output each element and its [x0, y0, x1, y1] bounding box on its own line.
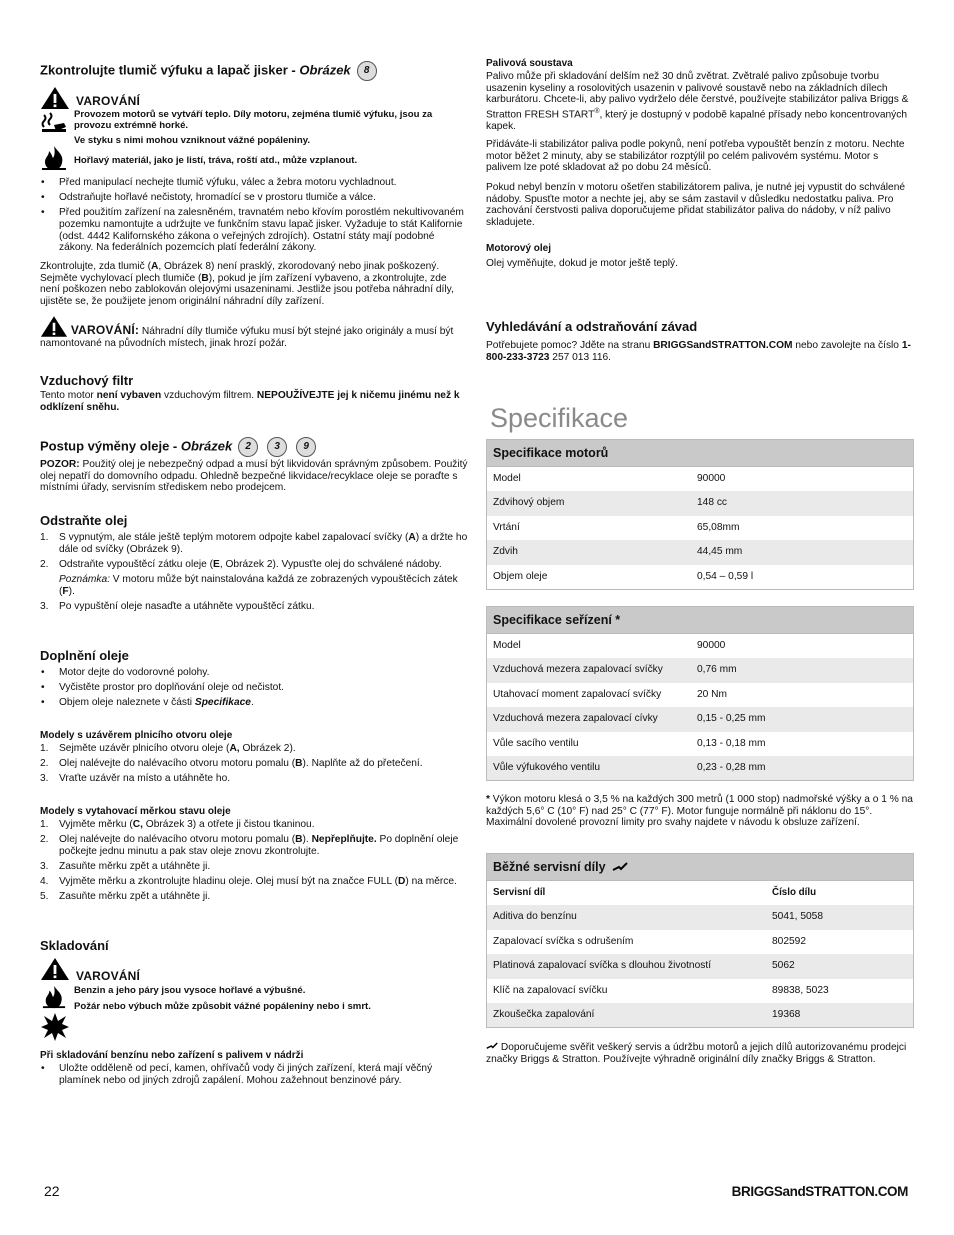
warning-triangle-icon	[40, 86, 70, 110]
list-item: • Odstraňujte hořlavé nečistoty, hromadící se v prostoru tlumiče a válce.	[40, 192, 468, 204]
figure-badge: 3	[267, 437, 287, 457]
list-item: • Před použitím zařízení na zalesněném, travnatém nebo křovím porostlém nekultivovaném pozemku namontujte a udržujte ve funkčním stavu lapač jisker. Vyžaduje to stát Kalifornie (odst. 4442 Kalifornského zákona o veřejných zdrojích). Ostatní státy mají podobné zákony. Na federálních pozemcích platí federální zákony.	[40, 207, 468, 253]
list-item: • Motor dejte do vodorovné polohy.	[40, 667, 468, 679]
table-header: Specifikace seřízení *	[487, 607, 913, 634]
list-item: • Objem oleje naleznete v části Specifikace.	[40, 697, 468, 709]
warning-text: Hořlavý materiál, jako je listí, tráva, roští atd., může vzplanout.	[74, 154, 358, 166]
list-item: 1. S vypnutým, ale stále ještě teplým motorem odpojte kabel zapalovací svíčky (A) a držte ho dále od svíčky (Obrázek 9).	[40, 532, 468, 555]
table-column-headers: Servisní díl Číslo dílu	[487, 881, 913, 905]
service-parts-table	[486, 853, 914, 1028]
fill-oil-bullets	[40, 667, 468, 713]
storage-warning-header	[40, 957, 468, 983]
specifications-title: Specifikace	[490, 403, 629, 433]
wrench-check-icon	[612, 862, 628, 872]
dipstick-models-steps	[40, 819, 468, 907]
list-item: 3. Zasuňte měrku zpět a utáhněte ji.	[40, 860, 211, 872]
drain-oil-steps	[40, 532, 468, 616]
list-item: 2. Olej nalévejte do nalévacího otvoru motoru pomalu (B). Nepřeplňujte. Po doplnění oleje počkejte jednu minutu a pak stav oleje znovu zkontrolujte.	[40, 834, 459, 857]
engine-spec-table	[486, 439, 914, 590]
storage-subheading: Při skladování benzínu nebo zařízení s palivem v nádrži	[40, 1050, 304, 1061]
muffler-paragraph: Zkontrolujte, zda tlumič (A, Obrázek 8) není prasklý, zkorodovaný nebo jinak poškozený. Sejměte vychylovací plech tlumiče (B), pokud je jím zařízení vybaveno, a zkontrolujte, zde není poškozen nebo zablokován olejovými usazeninami. Jestliže jsou potřeba náhradní díly, ujistěte se, že použijete jenom originální náhradní díly zařízení.	[40, 261, 454, 307]
table-header: Běžné servisní díly	[487, 854, 913, 881]
wrench-check-icon	[486, 1042, 498, 1050]
drain-oil-heading: Odstraňte olej	[40, 513, 128, 528]
table-row: Vůle sacího ventilu 0,13 - 0,18 mm	[487, 732, 913, 756]
fuel-paragraph-1: Palivo může při skladování delším než 30 dnů zvětrat. Zvětralé palivo způsobuje tvorbu usazenin kyseliny a rosolovitých usazenin v palivové soustavě nebo na základních dílech karburátoru. Chcete-li, aby palivo vydrželo déle čerstvé, používejte stabilizátor paliva Briggs & Stratton FRESH START®, který je dostupný v podobě kapalné přísady nebo koncentrovaných kapek.	[486, 71, 909, 132]
table-row: Zkoušečka zapalování 19368	[487, 1003, 913, 1027]
warning-label: VAROVÁNÍ	[76, 94, 141, 108]
warning-triangle-icon	[40, 315, 68, 338]
brand-url: BRIGGSandSTRATTON.COM	[731, 1184, 908, 1199]
table-row: Platinová zapalovací svíčka s dlouhou životností 5062	[487, 954, 913, 978]
tuneup-spec-table	[486, 606, 914, 781]
table-row: Utahovací moment zapalovací svíčky 20 Nm	[487, 683, 913, 707]
fill-oil-heading: Doplnění oleje	[40, 648, 129, 663]
storage-warning-lines	[40, 985, 468, 1012]
air-filter-text: Tento motor není vybaven vzduchovým filtrem. NEPOUŽÍVEJTE jej k ničemu jinému než k odklízení sněhu.	[40, 390, 460, 413]
list-item: 5. Zasuňte měrku zpět a utáhněte ji.	[40, 891, 211, 903]
warning-text: Benzin a jeho páry jsou vysoce hořlavé a výbušné.	[74, 985, 306, 996]
storage-heading: Skladování	[40, 938, 109, 953]
service-note: Doporučujeme svěřit veškerý servis a údržbu motorů a jejich dílů autorizovanému prodejci značky Briggs & Stratton. Používejte výhradně originální díly značky Briggs & Stratton.	[486, 1042, 907, 1065]
list-item: 1. Vyjměte měrku (C, Obrázek 3) a otřete ji čistou tkaninou.	[40, 819, 315, 830]
figure-badge: 2	[238, 437, 258, 457]
cap-models-steps	[40, 743, 468, 789]
table-row: Zdvih 44,45 mm	[487, 540, 913, 564]
list-item: 2. Olej nalévejte do nalévacího otvoru motoru pomalu (B). Naplňte až do přetečení.	[40, 758, 423, 770]
air-filter-heading: Vzduchový filtr	[40, 373, 134, 388]
list-item: • Vyčistěte prostor pro doplňování oleje od nečistot.	[40, 682, 468, 694]
table-row: Vzduchová mezera zapalovací cívky 0,15 - 0,25 mm	[487, 707, 913, 731]
warning-text: Ve styku s nimi mohou vzniknout vážné popáleniny.	[74, 135, 310, 147]
page-number: 22	[44, 1183, 60, 1199]
muffler-warning-lines	[40, 109, 468, 166]
muffler-warning-header	[40, 86, 468, 110]
troubleshooting-heading: Vyhledávání a odstraňování závad	[486, 319, 698, 334]
explosion-icon	[40, 1012, 70, 1042]
drain-note: Poznámka: V motoru může být nainstalována každá ze zobrazených vypouštěcích zátek (F).	[59, 574, 458, 597]
table-row: Zapalovací svíčka s odrušením 802592	[487, 930, 913, 954]
figure-badge: 9	[296, 437, 316, 457]
engine-oil-heading: Motorový olej	[486, 243, 552, 254]
list-item: 2. Odstraňte vypouštěcí zátku oleje (E, Obrázek 2). Vypusťte olej do schválené nádoby. Poznámka: V motoru může být nainstalována každá ze zobrazených vypouštěcích zátek (F).	[40, 559, 468, 598]
list-item: • Před manipulací nechejte tlumič výfuku, válec a žebra motoru vychladnout.	[40, 177, 468, 189]
table-row: Objem oleje 0,54 – 0,59 l	[487, 565, 913, 589]
list-item: 4. Vyjměte měrku a zkontrolujte hladinu oleje. Olej musí být na značce FULL (D) na měrce.	[40, 876, 457, 888]
warning-label: VAROVÁNÍ	[76, 969, 141, 983]
dipstick-models-heading: Modely s vytahovací měrkou stavu oleje	[40, 806, 231, 817]
list-item: 1. Sejměte uzávěr plnicího otvoru oleje (A, Obrázek 2).	[40, 743, 296, 754]
list-item: 3. Vraťte uzávěr na místo a utáhněte ho.	[40, 773, 231, 785]
tuneup-footnote: * Výkon motoru klesá o 3,5 % na každých 300 metrů (1 000 stop) nadmořské výšky a o 1 % na každých 5,6° C (10° F) nad 25° C (77° F). Motor funguje normálně při náklonu do 15°. Maximální dovolené provozní limity pro svahy najdete v návodu k obsluze zařízení.	[486, 794, 913, 829]
warning-text: Požár nebo výbuch může způsobit vážné popáleniny nebo i smrt.	[74, 1001, 371, 1013]
list-item: • Uložte odděleně od pecí, kamen, ohřívačů vody či jiných zařízení, která mají věčný plamínek nebo od jiných zdrojů zapálení. Mohou zažehnout benzinové páry.	[40, 1063, 468, 1086]
figure-badge: 8	[357, 61, 377, 81]
table-row: Vrtání 65,08mm	[487, 516, 913, 540]
table-row: Klíč na zapalovací svíčku 89838, 5023	[487, 979, 913, 1003]
troubleshooting-text: Potřebujete pomoc? Jděte na stranu BRIGGSandSTRATTON.COM nebo zavolejte na číslo 1-800-233-3723 257 013 116.	[486, 340, 911, 363]
oil-change-heading: Postup výměny oleje - Obrázek 2 3 9	[40, 437, 468, 457]
muffler-heading: Zkontrolujte tlumič výfuku a lapač jisker - Obrázek 8	[40, 61, 468, 81]
oil-caution: POZOR: Použitý olej je nebezpečný odpad a musí být likvidován správným způsobem. Použitý olej nepatří do domovního odpadu. Ohledně bezpečné likvidace/recyklace oleje se poraďte s místními úřady, servisním střediskem nebo prodejcem.	[40, 459, 468, 494]
warning-triangle-icon	[40, 957, 70, 981]
table-row: Vzduchová mezera zapalovací svíčky 0,76 mm	[487, 658, 913, 682]
warning-text: Provozem motorů se vytváří teplo. Díly motoru, zejména tlumič výfuku, jsou za provozu extrémně horké.	[74, 109, 433, 132]
table-header: Specifikace motorů	[487, 440, 913, 467]
fuel-system-heading: Palivová soustava	[486, 58, 573, 69]
fuel-paragraph-3: Pokud nebyl benzín v motoru ošetřen stabilizátorem paliva, je nutné jej vypustit do schválené nádoby. Spusťte motor a nechte jej, aby se sám zastavil v důsledku nedostatku paliva. Pro zachování čerstvosti paliva doporučujeme přidat stabilizátor paliva do nádoby, v níž palivo skladujete.	[486, 182, 906, 228]
table-row: Vůle výfukového ventilu 0,23 - 0,28 mm	[487, 756, 913, 780]
table-row: Aditiva do benzínu 5041, 5058	[487, 905, 913, 929]
list-item: 3. Po vypuštění oleje nasaďte a utáhněte vypouštěcí zátku.	[40, 601, 315, 613]
table-row: Zdvihový objem 148 cc	[487, 491, 913, 515]
muffler-warning2: VAROVÁNÍ: Náhradní díly tlumiče výfuku musí být stejné jako originály a musí být namontované na původních místech, jinak hrozí požár.	[40, 315, 468, 350]
storage-bullets	[40, 1063, 468, 1090]
table-row: Model 90000	[487, 467, 913, 491]
engine-oil-text: Olej vyměňujte, dokud je motor ještě teplý.	[486, 258, 678, 269]
fuel-paragraph-2: Přidáváte-li stabilizátor paliva podle pokynů, není potřeba vypouštět benzín z motoru. Nechte motor běžet 2 minuty, aby se stabilizátor rozptýlil po celém palivovém systému. Motor s palivem lze poté skladovat až po dobu 24 měsíců.	[486, 139, 905, 174]
muffler-bullets	[40, 177, 468, 257]
cap-models-heading: Modely s uzávěrem plnicího otvoru oleje	[40, 730, 233, 741]
table-row: Model 90000	[487, 634, 913, 658]
